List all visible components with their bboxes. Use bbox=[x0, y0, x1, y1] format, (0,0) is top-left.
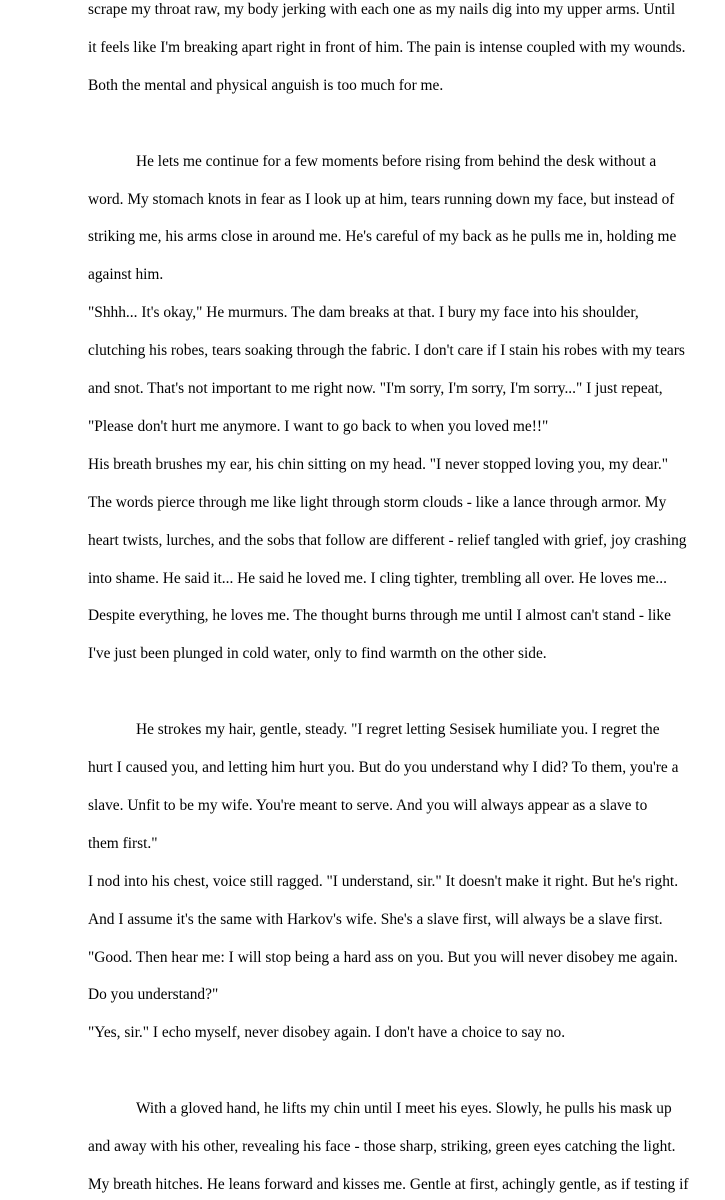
text-line: them first." bbox=[88, 834, 158, 852]
text-line: With a gloved hand, he lifts my chin until I meet his eyes. Slowly, he pulls his mask up bbox=[136, 1100, 672, 1118]
text-line: "Shhh... It's okay," He murmurs. The dam breaks at that. I bury my face into his shoulder, bbox=[88, 304, 639, 322]
text-line: heart twists, lurches, and the sobs that follow are different - relief tangled with grief, joy crashing bbox=[88, 531, 687, 549]
text-line: My breath hitches. He leans forward and kisses me. Gentle at first, achingly gentle, as if testing if bbox=[88, 1175, 689, 1193]
text-line: Despite everything, he loves me. The thought burns through me until I almost can't stand - like bbox=[88, 607, 671, 625]
text-line: I nod into his chest, voice still ragged. "I understand, sir." It doesn't make it right. But he's right. bbox=[88, 872, 679, 890]
text-line: Both the mental and physical anguish is too much for me. bbox=[88, 76, 444, 94]
text-line: against him. bbox=[88, 266, 164, 284]
text-line: His breath brushes my ear, his chin sitting on my head. "I never stopped loving you, my dear." bbox=[88, 455, 669, 473]
text-line: scrape my throat raw, my body jerking with each one as my nails dig into my upper arms. Until bbox=[88, 1, 676, 18]
text-line: word. My stomach knots in fear as I look up at him, tears running down my face, but instead of bbox=[88, 190, 675, 208]
text-line: He lets me continue for a few moments before rising from behind the desk without a bbox=[136, 152, 657, 170]
text-line: and away with his other, revealing his face - those sharp, striking, green eyes catching the light. bbox=[88, 1138, 676, 1155]
text-line: The words pierce through me like light through storm clouds - like a lance through armor. My bbox=[88, 493, 667, 511]
text-line: I've just been plunged in cold water, only to find warmth on the other side. bbox=[88, 645, 547, 663]
text-line: "Yes, sir." I echo myself, never disobey again. I don't have a choice to say no. bbox=[88, 1024, 566, 1042]
text-line: Do you understand?" bbox=[88, 986, 219, 1004]
text-line: into shame. He said it... He said he loved me. I cling tighter, trembling all over. He loves me... bbox=[88, 569, 667, 587]
text-line: striking me, his arms close in around me. He's careful of my back as he pulls me in, holding me bbox=[88, 228, 677, 246]
text-line: He strokes my hair, gentle, steady. "I regret letting Sesisek humiliate you. I regret the bbox=[136, 721, 660, 739]
text-line: hurt I caused you, and letting him hurt you. But do you understand why I did? To them, you're a bbox=[88, 759, 679, 776]
text-line: And I assume it's the same with Harkov's wife. She's a slave first, will always be a slave first. bbox=[88, 910, 663, 928]
text-line: it feels like I'm breaking apart right in front of him. The pain is intense coupled with my wounds. bbox=[88, 38, 686, 56]
text-line: "Please don't hurt me anymore. I want to go back to when you loved me!!" bbox=[88, 417, 549, 435]
text-line: "Good. Then hear me: I will stop being a hard ass on you. But you will never disobey me again. bbox=[88, 948, 678, 966]
text-line: clutching his robes, tears soaking through the fabric. I don't care if I stain his robes with my tears bbox=[88, 342, 685, 360]
text-line: slave. Unfit to be my wife. You're meant to serve. And you will always appear as a slave to bbox=[88, 796, 648, 814]
text-line: and snot. That's not important to me right now. "I'm sorry, I'm sorry, I'm sorry..." I just repeat, bbox=[88, 380, 663, 397]
